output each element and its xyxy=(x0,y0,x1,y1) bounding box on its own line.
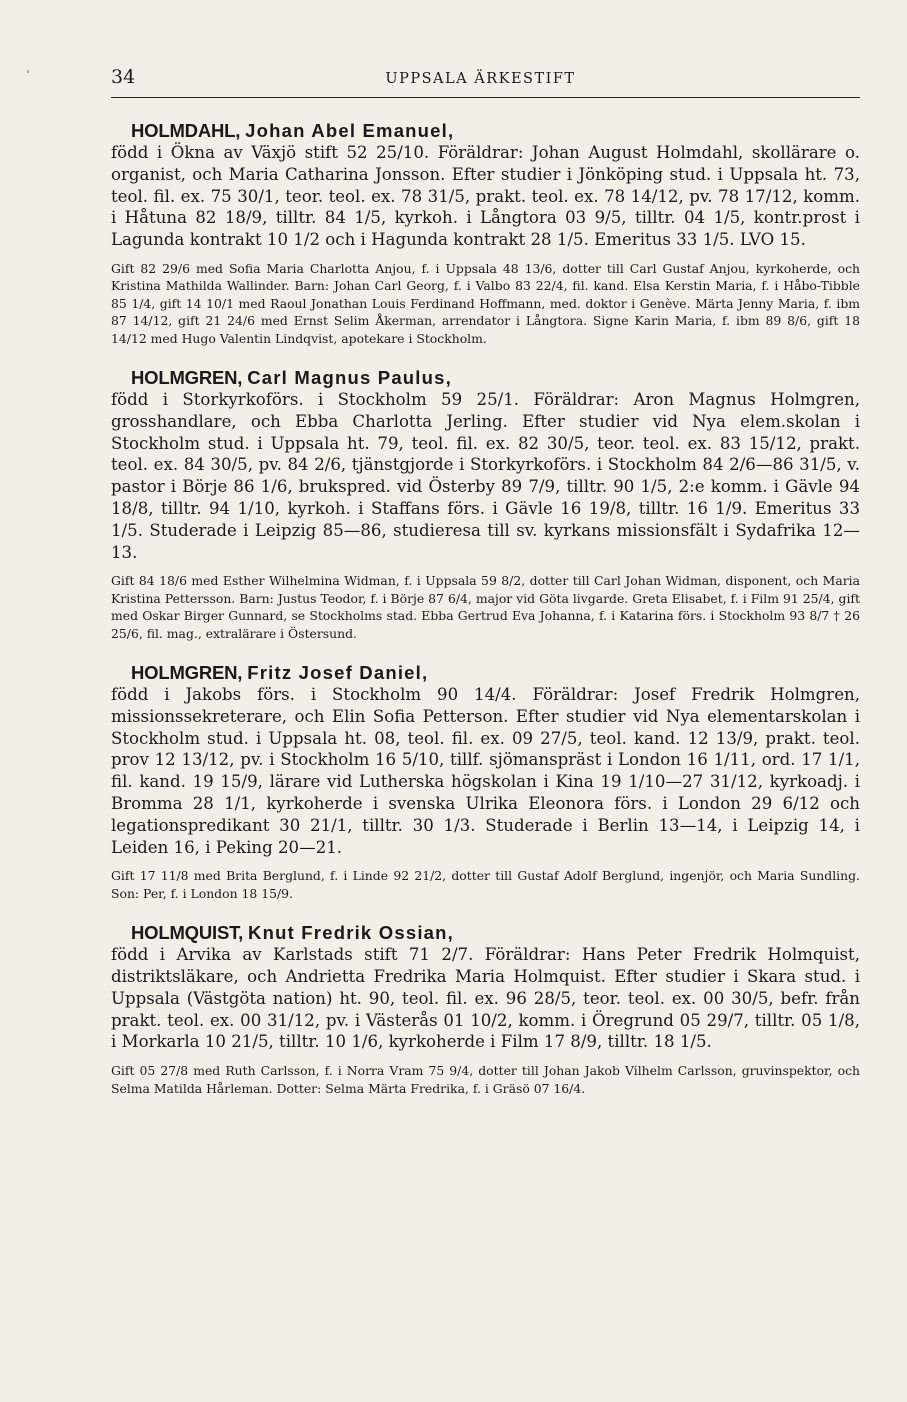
entry-surname: HOLMGREN, xyxy=(131,367,243,389)
entry-family: Gift 05 27/8 med Ruth Carlsson, f. i Norra Vram 75 9/4, dotter till Johan Jakob Vilhelm Carlsson, gruvinspektor, och Selma Matilda Hårleman. Dotter: Selma Märta Fredrika, f. i Gräsö 07 16/4. xyxy=(111,1063,860,1096)
entry-family: Gift 84 18/6 med Esther Wilhelmina Widman, f. i Uppsala 59 8/2, dotter till Carl Johan Widman, disponent, och Maria Kristina Pettersson. Barn: Justus Teodor, f. i Börje 87 6/4, major vid Göta livgarde. Greta Elisabet, f. i Film 91 25/4, gift med Oskar Birger Gunnard, se Stockholms stad. Ebba Gertrud Eva Johanna, f. i Katarina förs. i Stockholm 93 8/7 † 26 25/6, fil. mag., extralärare i Östersund. xyxy=(111,573,860,641)
entry-biography: född i Ökna av Växjö stift 52 25/10. Föräldrar: Johan August Holmdahl, skollärare o. organist, och Maria Catharina Jonsson. Efter studier i Jönköping stud. i Uppsala ht. 73, teol. fil. ex. 75 30/1, teor. teol. ex. 78 31/5, prakt. teol. ex. 78 14/12, pv. 78 17/12, komm. i Håtuna 82 18/9, tilltr. 84 1/5, kyrkoh. i Långtora 03 9/5, tilltr. 04 1/5, kontr.prost i Lagunda kontrakt 10 1/2 och i Hagunda kontrakt 28 1/5. Emeritus 33 1/5. LVO 15. xyxy=(111,143,860,250)
entry-name xyxy=(131,662,860,684)
entry-name xyxy=(131,120,860,142)
biography-entry xyxy=(111,120,860,347)
entry-name xyxy=(131,922,860,944)
entry-given-names: Fritz Josef Daniel, xyxy=(247,662,429,684)
entry-family: Gift 82 29/6 med Sofia Maria Charlotta Anjou, f. i Uppsala 48 13/6, dotter till Carl Gustaf Anjou, kyrkoherde, och Kristina Mathilda Wallinder. Barn: Johan Carl Georg, f. i Valbo 83 22/4, fil. kand. Elsa Kerstin Maria, f. i Håbo-Tibble 85 1/4, gift 14 10/1 med Raoul Jonathan Louis Ferdinand Hoffmann, med. doktor i Genève. Märta Jenny Maria, f. ibm 87 14/12, gift 21 24/6 med Ernst Selim Åkerman, arrendator i Långtora. Signe Karin Maria, f. ibm 89 8/6, gift 18 14/12 med Hugo Valentin Lindqvist, apotekare i Stockholm. xyxy=(111,260,860,346)
entry-name xyxy=(131,367,860,389)
entry-given-names: Knut Fredrik Ossian, xyxy=(248,922,455,944)
biography-entry xyxy=(111,662,860,902)
biography-entry xyxy=(111,367,860,642)
scan-mark xyxy=(27,70,29,73)
entry-surname: HOLMDAHL, xyxy=(131,120,241,141)
running-title: UPPSALA ÄRKESTIFT xyxy=(385,71,576,87)
entry-biography: född i Arvika av Karlstads stift 71 2/7. Föräldrar: Hans Peter Fredrik Holmquist, distriktsläkare, och Andrietta Fredrika Maria Holmquist. Efter studier i Skara stud. i Uppsala (Västgöta nation) ht. 90, teol. fil. ex. 96 28/5, teor. teol. ex. 00 30/5, befr. från prakt. teol. ex. 00 31/12, pv. i Västerås 01 10/2, komm. i Öregrund 05 29/7, tilltr. 05 1/8, i Morkarla 10 21/5, tilltr. 10 1/6, kyrkoherde i Film 17 8/9, tilltr. 18 1/5. xyxy=(111,945,860,1052)
entry-given-names: Johan Abel Emanuel, xyxy=(245,120,455,141)
entry-family: Gift 17 11/8 med Brita Berglund, f. i Linde 92 21/2, dotter till Gustaf Adolf Berglund, ingenjör, och Maria Sundling. Son: Per, f. i London 18 15/9. xyxy=(111,868,860,901)
biography-entry xyxy=(111,922,860,1097)
entry-surname: HOLMQUIST, xyxy=(131,922,244,944)
entry-given-names: Carl Magnus Paulus, xyxy=(247,367,452,389)
entry-surname: HOLMGREN, xyxy=(131,662,243,684)
entry-biography: född i Storkyrkoförs. i Stockholm 59 25/1. Föräldrar: Aron Magnus Holmgren, grosshandlare, och Ebba Charlotta Jerling. Efter studier vid Nya elem.skolan i Stockholm stud. i Uppsala ht. 79, teol. fil. ex. 82 30/5, teor. teol. ex. 83 15/12, prakt. teol. ex. 84 30/5, pv. 84 2/6, tjänstgjorde i Storkyrkoförs. i Stockholm 84 2/6—86 31/5, v. pastor i Börje 86 1/6, brukspred. vid Österby 89 7/9, tilltr. 90 1/5, 2:e komm. i Gävle 94 18/8, tilltr. 94 1/10, kyrkoh. i Staffans förs. i Gävle 16 19/8, tilltr. 16 1/9. Emeritus 33 1/5. Studerade i Leipzig 85—86, studieresa till sv. kyrkans missionsfält i Sydafrika 12—13. xyxy=(111,390,860,562)
page-number: 34 xyxy=(111,66,136,88)
entry-biography: född i Jakobs förs. i Stockholm 90 14/4. Föräldrar: Josef Fredrik Holmgren, missionssekreterare, och Elin Sofia Petterson. Efter studier vid Nya elementarskolan i Stockholm stud. i Uppsala ht. 08, teol. fil. ex. 09 27/5, teol. kand. 12 13/9, prakt. teol. prov 12 13/12, pv. i Stockholm 16 5/10, tillf. sjömanspräst i London 16 1/11, ord. 17 1/1, fil. kand. 19 15/9, lärare vid Lutherska högskolan i Kina 19 1/10—27 31/12, kyrkoadj. i Bromma 28 1/1, kyrkoherde i svenska Ulrika Eleonora förs. i London 29 6/12 och legationspredikant 30 21/1, tilltr. 30 1/3. Studerade i Berlin 13—14, i Leipzig 14, i Leiden 16, i Peking 20—21. xyxy=(111,685,860,857)
page-header xyxy=(111,66,860,98)
